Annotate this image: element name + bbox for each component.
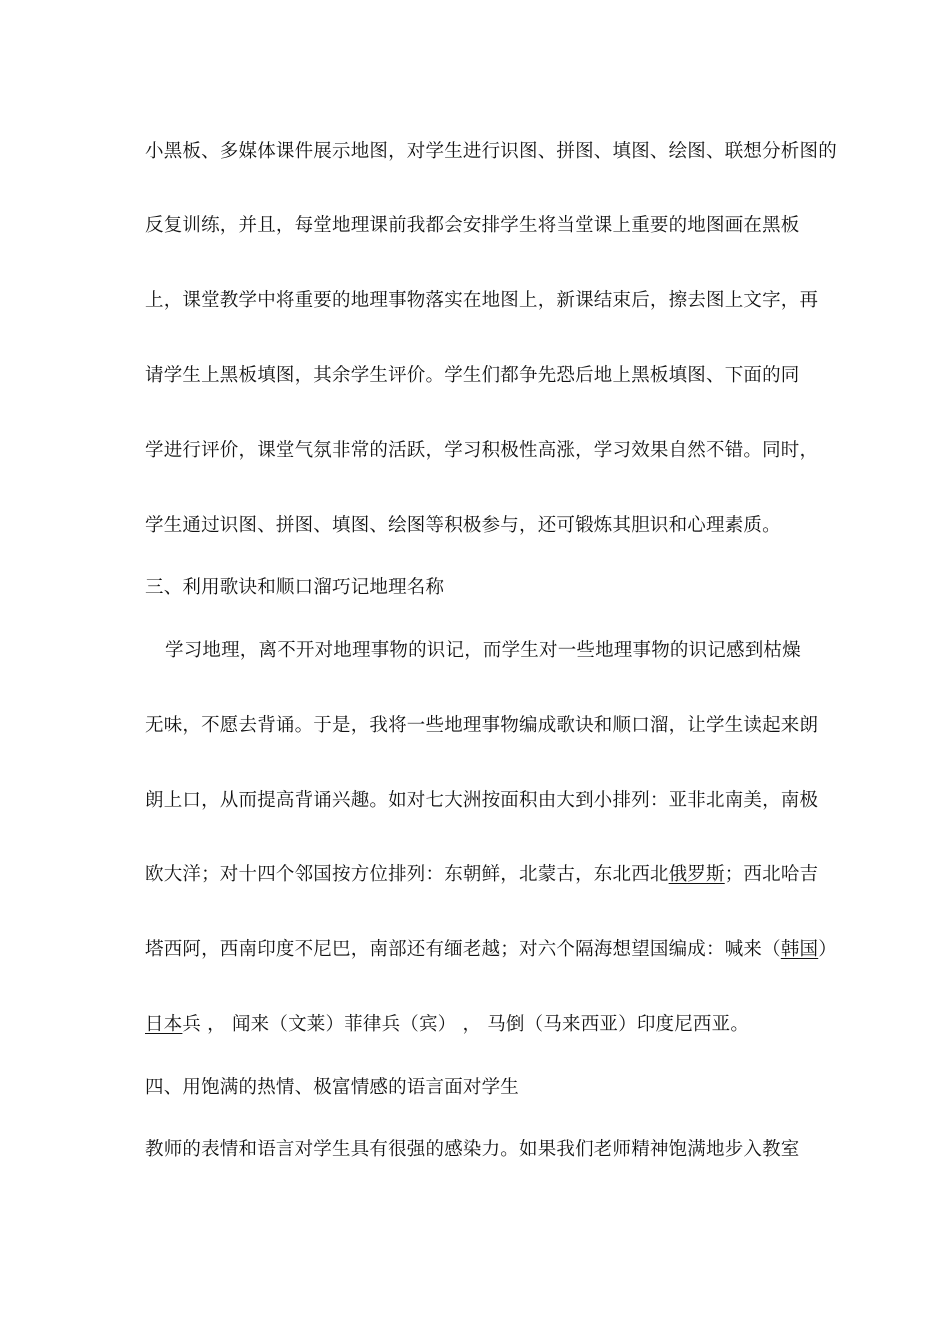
section-heading-3: 三、利用歌诀和顺口溜巧记地理名称 (145, 577, 445, 598)
section-heading-4: 四、用饱满的热情、极富情感的语言面对学生 (145, 1077, 520, 1098)
paragraph-line (145, 863, 819, 887)
text-segment: ） (818, 939, 837, 960)
underlined-term: 日本 (145, 1014, 183, 1035)
text-segment: 兵 ， 闻来（文莱）菲律兵（宾） ， 马倒（马来西亚）印度尼西亚。 (182, 1014, 750, 1035)
paragraph-line: 小黑板、多媒体课件展示地图，对学生进行识图、拼图、填图、绘图、联想分析图的 (145, 141, 837, 162)
paragraph-line: 请学生上黑板填图，其余学生评价。学生们都争先恐后地上黑板填图、下面的同 (145, 365, 800, 386)
paragraph-line (145, 938, 837, 962)
paragraph-line: 学进行评价，课堂气氛非常的活跃，学习积极性高涨，学习效果自然不错。同时， (145, 440, 819, 461)
paragraph-line: 反复训练，并且，每堂地理课前我都会安排学生将当堂课上重要的地图画在黑板 (145, 215, 800, 236)
text-segment: 塔西阿，西南印度不尼巴，南部还有缅老越；对六个隔海想望国编成：喊来（ (145, 939, 781, 960)
paragraph-line (145, 1013, 815, 1037)
text-segment: 欧大洋；对十四个邻国按方位排列：东朝鲜，北蒙古，东北西北 (145, 864, 669, 885)
paragraph-line: 学习地理，离不开对地理事物的识记，而学生对一些地理事物的识记感到枯燥 (165, 640, 801, 661)
underlined-term: 俄罗斯 (668, 864, 725, 885)
text-segment: ；西北哈吉 (724, 864, 819, 885)
paragraph-line: 教师的表情和语言对学生具有很强的感染力。如果我们老师精神饱满地步入教室 (145, 1139, 800, 1160)
paragraph-line: 学生通过识图、拼图、填图、绘图等积极参与，还可锻炼其胆识和心理素质。 (145, 515, 781, 536)
paragraph-line: 朗上口，从而提高背诵兴趣。如对七大洲按面积由大到小排列：亚非北南美，南极 (145, 790, 819, 811)
paragraph-line: 上，课堂教学中将重要的地理事物落实在地图上，新课结束后，擦去图上文字，再 (145, 290, 819, 311)
paragraph-line: 无味，不愿去背诵。于是，我将一些地理事物编成歌诀和顺口溜，让学生读起来朗 (145, 715, 819, 736)
underlined-term: 韩国 (780, 939, 819, 960)
